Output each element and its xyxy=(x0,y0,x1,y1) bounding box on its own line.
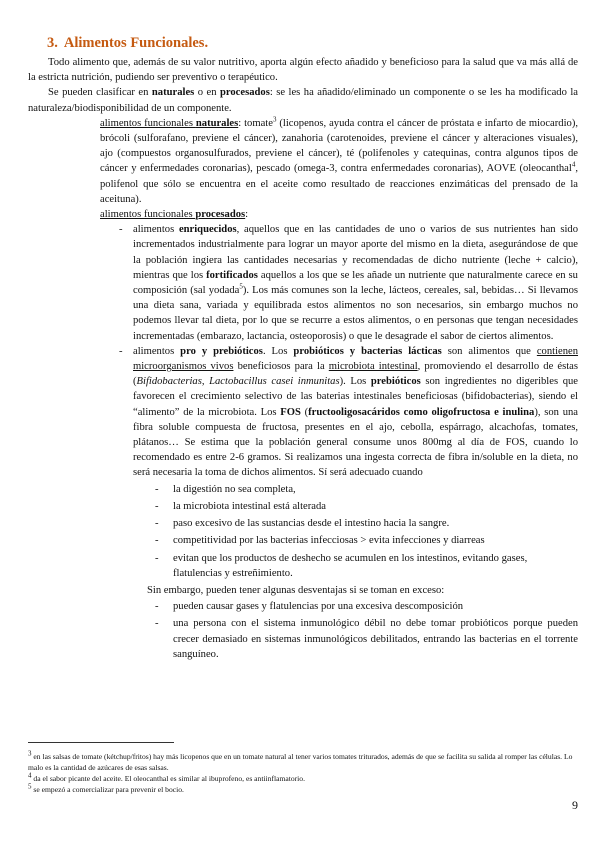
list-item-probioticos: - alimentos pro y prebióticos. Los probióticos y bacterias lácticas son alimentos que contienen microorganismos vivos beneficiosos para la microbiota intestinal, promoviendo el desarrollo de éstas (Bifidobacterias, Lactobacillus casei inmunitas). Los prebióticos son ingredientes no digeribles que favorecen el crecimiento selectivo de las baterias intestinales beneficiosas (bifidobacterias), siendo el “alimento” de la microbiota. Los FOS (fructooligosacáridos como oligofructosa e inulina), son una fibra soluble compuesta de fructosa, presentes en el ajo, cebolla, espárrago, alcachofas, tomates, plátanos… Se estima que la población general consume unos 800mg al día de FOS, cuando lo recomendado es entre 2-6 gramos. Si realizamos una ingesta correcta de fibra in/soluble en la dieta, no será necesaria la toma de dichos alimentos. Sí será adecuado cuando - la digestión no sea completa, - la microbiota intestinal está alterada - paso excesivo de las sustancias desde el intestino hacia la sangre. - competitividad por las bacterias infecciosas > evita infecciones y diarreas - evitan que los productos de deshecho se acumulen en los intestinos, evitando gases, flatulencias y estreñimiento. Sin embargo, pueden tener algunas desventajas si se toman en exceso: - pueden causar gases y flatulencias por una excesiva descomposición - una persona con el sistema inmunológico débil no debe tomar probióticos porque pueden crecer demasiado en sistemas inmunológicos debilitados, entrando las bacterias en el torrente sanguíneo. xyxy=(28,344,578,662)
list-item-enriquecidos: - alimentos enriquecidos, aquellos que en las cantidades de uno o varios de sus nutrientes han sido incrementados industrialmente para lograr un mayor aporte del mismo en la dieta, asegurándose de que la población ingiera las cantidades necesarias y recomendadas de dicho nutriente (leche + calcio), mientras que los fortificados aquellos a los que se les añade un nutriente que naturalmente carece en su composición (sal yodada$^5$). Los más comunes son la leche, lácteos, cereales, sal, bebidas… Si llevamos una dieta sana, variada y equilibrada estos alimentos no son necesarios, sin embargo muchos no podemos llevar tal dieta, por lo que se recurre a estos alimentos, o en personas que tengan necesidades incrementadas (embarazo, lactancia, osteoporosis) o que le desagrade el sabor de ciertos alimentos. xyxy=(28,222,578,344)
bold-term: naturales xyxy=(151,87,195,99)
procesados-list xyxy=(28,222,578,662)
footnote-ref[interactable]: 4 xyxy=(571,160,576,169)
procesados-lead: alimentos funcionales procesados: xyxy=(100,209,249,221)
list-item: - pueden causar gases y flatulencias por una excesiva descomposición xyxy=(133,599,578,614)
bold-term: procesados xyxy=(219,87,270,99)
naturales-paragraph xyxy=(28,116,578,207)
footnote: $^3$ en las salsas de tomate (kétchup/fritos) hay más licopenos que en un tomate natural al tener varios tomates triturados, además de que se facilita su salida al romper las células. Lo malo es la cantidad de azúcares de esas salsas. xyxy=(28,749,573,772)
adecuado-list xyxy=(133,482,578,581)
footnotes xyxy=(28,742,580,795)
page-number: 9 xyxy=(572,798,578,812)
section-number: 3. xyxy=(47,35,58,51)
text-run: (licopenos, ayuda contra el cáncer de próstata e infarto de miocardio), brócoli (sulforafano, previene el cáncer), zanahoria (carotenoides, previene el cáncer y alteraciones visuales), ajo (compuestos organosulfurados, previene el cáncer), té (polifenoles y catequinas, contra algunos tipos de cáncer y enfermedades coronarias), pescado (omega-3, contra enfermedades coronarias), AOVE (oleocanthal xyxy=(100,117,578,175)
document-page xyxy=(28,34,578,664)
footnote: $^5$ se empezó a comercializar para prevenir el bocio. xyxy=(28,782,184,794)
list-item: - paso excesivo de las sustancias desde el intestino hacia la sangre. xyxy=(133,516,578,531)
text-run: Se pueden clasificar en xyxy=(48,87,152,99)
section-title: Alimentos Funcionales. xyxy=(63,35,209,51)
desventajas-intro: Sin embargo, pueden tener algunas desventajas si se toman en exceso: xyxy=(147,584,445,596)
list-item: - evitan que los productos de deshecho se acumulen en los intestinos, evitando gases, flatulencias y estreñimiento. xyxy=(133,551,578,581)
section-heading xyxy=(47,34,578,52)
intro-paragraph: Todo alimento que, además de su valor nutritivo, aporta algún efecto añadido y beneficioso para la salud que va más allá de la estricta nutrición, pudiendo ser preventivo o terapéutico. xyxy=(28,57,578,84)
footnote-ref[interactable]: 5 xyxy=(239,282,243,291)
text-run: , polifenol que sólo se encuentra en el aceite como resultado de reacciones enzimáticas del prensado de la aceituna). xyxy=(100,163,578,205)
text-run: : tomate xyxy=(238,117,273,129)
text-run: : se les ha añadido/eliminado un componente o se les ha modificado la naturaleza/biodisponibilidad de un componente. xyxy=(28,87,578,114)
footnote-ref[interactable]: 3 xyxy=(272,115,277,124)
list-item: - una persona con el sistema inmunológico débil no debe tomar probióticos porque pueden crecer demasiado en sistemas inmunológicos debilitados, entrando las bacterias en el torrente sanguíneo. xyxy=(133,616,578,662)
desventajas-list xyxy=(133,599,578,662)
list-item: - competitividad por las bacterias infecciosas > evita infecciones y diarreas xyxy=(133,533,578,548)
text-run: o en xyxy=(194,87,220,99)
naturales-lead: alimentos funcionales naturales xyxy=(100,117,239,129)
list-item: - la digestión no sea completa, xyxy=(133,482,578,497)
footnote-divider xyxy=(28,742,174,743)
list-item: - la microbiota intestinal está alterada xyxy=(133,499,578,514)
classification-paragraph xyxy=(28,85,578,115)
footnote: $^4$ da el sabor picante del aceite. El oleocanthal es similar al ibuprofeno, es antiinflamatorio. xyxy=(28,771,305,783)
